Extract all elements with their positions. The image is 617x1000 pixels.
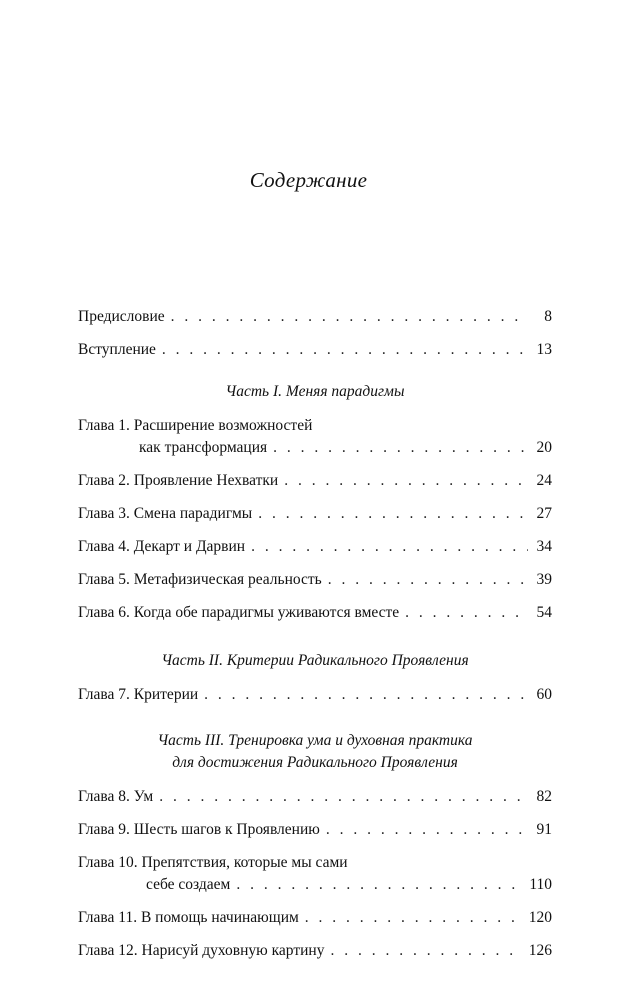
dot-leader [162, 339, 528, 361]
toc-entry-label-continuation: себе создаем [146, 876, 231, 893]
toc-entry-chapter-5[interactable] [78, 569, 552, 591]
toc-entry-label: Глава 10. Препятствия, которые мы сами [78, 854, 348, 871]
toc-page-number: 120 [528, 909, 552, 926]
part-heading-line: для достижения Радикального Проявления [172, 754, 458, 771]
toc-page-number: 34 [536, 538, 552, 555]
toc-page-number: 24 [536, 472, 552, 489]
toc-page-number: 126 [528, 942, 552, 959]
toc-entry-chapter-12[interactable] [78, 940, 552, 962]
dot-leader [159, 786, 528, 808]
toc-page-number: 110 [529, 876, 552, 893]
toc-entry-label: Глава 8. Ум [78, 788, 154, 805]
dot-leader [204, 684, 528, 706]
toc-entry-preface[interactable] [78, 306, 552, 328]
dot-leader [328, 569, 528, 591]
toc-page-number: 82 [536, 788, 552, 805]
toc-entry-label: Глава 7. Критерии [78, 686, 199, 703]
toc-page-number: 39 [536, 571, 552, 588]
dot-leader [236, 874, 523, 896]
toc-entry-label: Глава 6. Когда обе парадигмы уживаются вместе [78, 604, 400, 621]
toc-entry-label: Глава 11. В помощь начинающим [78, 909, 299, 926]
dot-leader [171, 306, 528, 328]
toc-page-number: 91 [536, 821, 552, 838]
dot-leader [326, 819, 528, 841]
toc-entry-chapter-4[interactable] [78, 536, 552, 558]
dot-leader [305, 907, 523, 929]
toc-entry-label: Глава 12. Нарисуй духовную картину [78, 942, 325, 959]
dot-leader [258, 503, 528, 525]
part-heading-3 [78, 730, 552, 774]
dot-leader [273, 437, 528, 459]
toc-page-number: 27 [536, 505, 552, 522]
toc-entry-chapter-1[interactable] [78, 415, 552, 459]
toc-entry-chapter-2[interactable] [78, 470, 552, 492]
toc-page-number: 8 [544, 308, 552, 325]
part-heading-1 [78, 381, 552, 403]
part-heading-line: Часть II. Критерии Радикального Проявления [161, 652, 469, 669]
toc-page-number: 20 [536, 439, 552, 456]
toc-entry-label: Глава 9. Шесть шагов к Проявлению [78, 821, 320, 838]
toc-entry-chapter-10[interactable] [78, 852, 552, 896]
part-heading-line: Часть I. Меняя парадигмы [225, 383, 405, 400]
dot-leader [330, 940, 522, 962]
toc-page-number: 60 [536, 686, 552, 703]
toc-entry-label: Предисловие [78, 308, 165, 325]
toc-entry-chapter-8[interactable] [78, 786, 552, 808]
toc-entry-label: Глава 3. Смена парадигмы [78, 505, 253, 522]
table-of-contents [78, 306, 552, 973]
dot-leader [284, 470, 528, 492]
dot-leader [405, 602, 528, 624]
page-title: Содержание [249, 168, 368, 192]
part-heading-line: Часть III. Тренировка ума и духовная практика [157, 732, 473, 749]
toc-page-number: 54 [536, 604, 552, 621]
toc-entry-label-continuation: как трансформация [139, 439, 268, 456]
toc-entry-label: Глава 5. Метафизическая реальность [78, 571, 322, 588]
toc-page-number: 13 [536, 341, 552, 358]
toc-entry-label: Вступление [78, 341, 156, 358]
toc-entry-chapter-7[interactable] [78, 684, 552, 706]
toc-entry-chapter-3[interactable] [78, 503, 552, 525]
toc-entry-label: Глава 2. Проявление Нехватки [78, 472, 279, 489]
toc-entry-chapter-11[interactable] [78, 907, 552, 929]
toc-entry-label: Глава 4. Декарт и Дарвин [78, 538, 246, 555]
toc-entry-chapter-9[interactable] [78, 819, 552, 841]
toc-entry-introduction[interactable] [78, 339, 552, 361]
toc-entry-label: Глава 1. Расширение возможностей [78, 417, 313, 434]
part-heading-2 [78, 650, 552, 672]
toc-entry-chapter-6[interactable] [78, 602, 552, 624]
dot-leader [251, 536, 528, 558]
